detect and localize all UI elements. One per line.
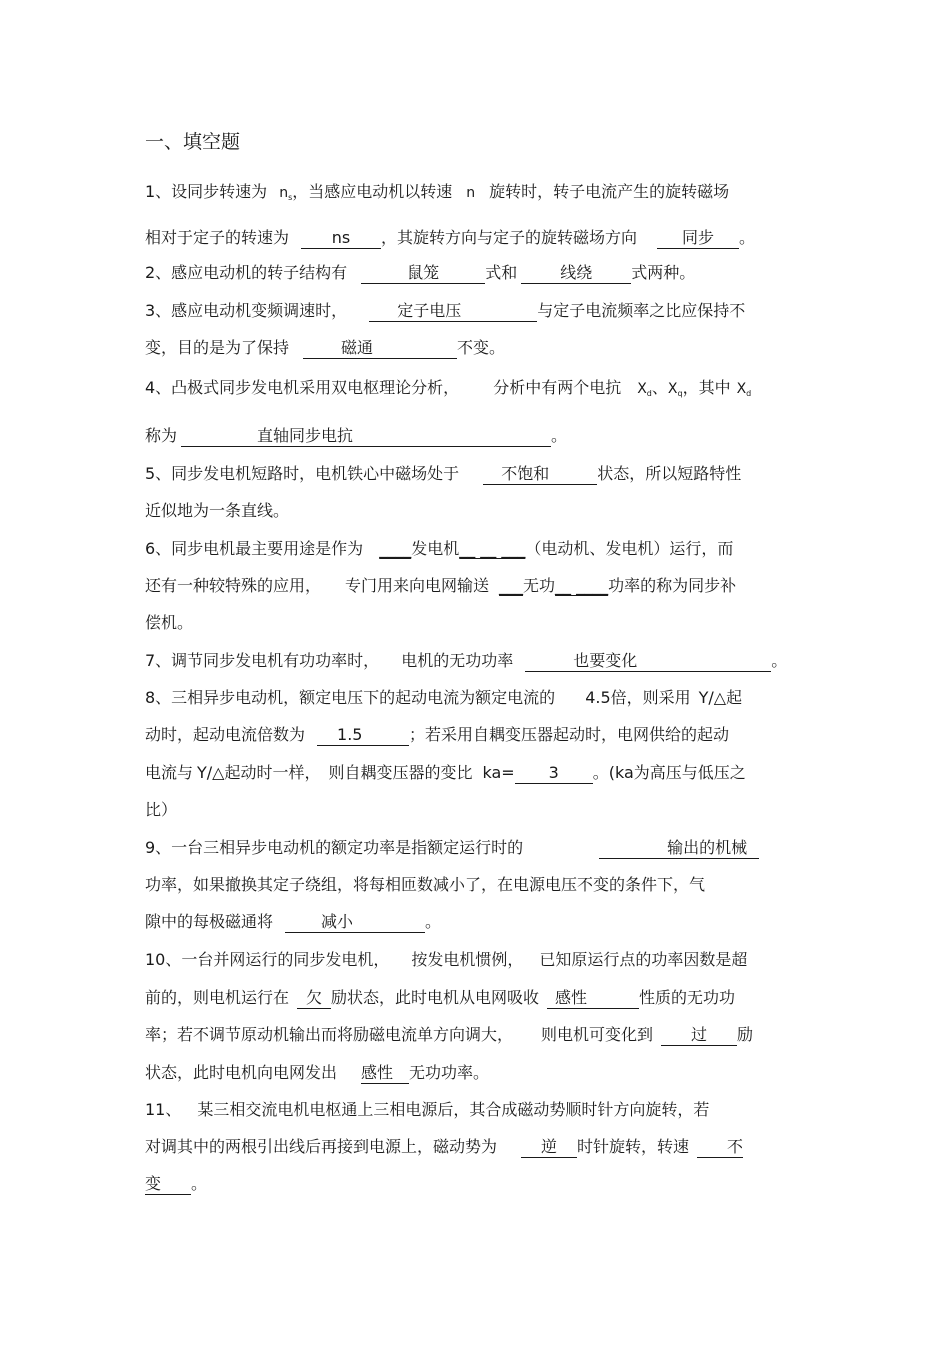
q2-text-b: 式和 [485,263,518,282]
q8-text-g: Y/△起动时一样， [197,763,321,782]
q5-text-a: 5、同步发电机短路时，电机铁心中磁场处于 [145,464,460,483]
q4-answer: 直轴同步电抗 [181,426,551,447]
q11-text-b: 某三相交流电机电枢通上三相电源后，其合成磁动势顺时针方向旋转，若 [197,1100,710,1119]
q8-answer-2: 3 [515,763,593,784]
q2-line-1 [145,261,695,285]
q10-answer-1: 欠 [297,988,331,1009]
q6-answer-1-blank-post: __ __ ___ [459,539,526,558]
q10-text-g: 率；若不调节原动机输出而将励磁电流单方向调大， [145,1025,514,1044]
q4-xd-symbol: $X_d$ [637,381,652,398]
q10-text-j: 状态，此时电机向电网发出 [145,1063,338,1082]
q11-text-e: 。 [191,1174,208,1193]
q9-line-3 [145,910,441,934]
q8-text-c: Y/△起 [698,688,743,707]
q8-line-3 [145,761,746,785]
q6-text-b: （电动机、发电机）运行，而 [525,539,734,558]
q8-text-a: 8、三相异步电动机，额定电压下的起动电流为额定电流的 [145,688,556,707]
q9-text-d: 。 [425,912,442,931]
q9-line-1 [145,836,759,860]
q4-text-b: 分析中有两个电抗 [493,378,622,397]
q10-text-c: 已知原运行点的功率因数是超 [539,950,748,969]
q3-text-d: 不变。 [457,338,506,357]
q1-text-d: 相对于定子的转速为 [145,228,290,247]
q6-answer-2: 无功 [523,576,556,595]
q11-text-d: 时针旋转，转速 [577,1137,690,1156]
q10-answer-3: 过 [661,1025,737,1046]
q11-text-a: 11、 [145,1100,182,1119]
q4-line-2 [145,424,567,448]
q7-text-b: 电机的无功功率 [401,651,514,670]
q10-line-1 [145,948,747,972]
q6-answer-1-blank-pre: ____ [379,539,412,558]
q1-line-1 [145,180,729,210]
q1-n-symbol: n [466,185,476,201]
q4-text-c: ，其中 [682,378,731,397]
q1-line-2 [145,226,755,250]
q10-line-3 [145,1023,753,1047]
q8-text-f: 电流与 [145,763,194,782]
q9-text-c: 隙中的每极磁通将 [145,912,274,931]
q6-line-3 [145,611,193,635]
q10-text-f: 性质的无功功 [639,988,736,1007]
q4-xd-symbol-2: $X_d$ [736,381,752,398]
q8-text-e: ；若采用自耦变压器起动时，电网供给的起动 [409,725,730,744]
q3-text-a: 3、感应电动机变频调速时， [145,301,348,320]
section-title: 一、填空题 [145,131,241,153]
q8-text-j: 比） [145,800,178,819]
q2-answer-1: 鼠笼 [361,263,485,284]
q7-text-a: 7、调节同步发电机有功功率时， [145,651,380,670]
q5-line-1 [145,462,741,486]
q3-text-c: 变，目的是为了保持 [145,338,290,357]
q6-text-a: 6、同步电机最主要用途是作为 [145,539,364,558]
q4-separator: 、 [651,378,668,397]
q10-line-4 [145,1061,489,1085]
q1-answer-1: ns [301,228,381,249]
q10-text-e: 励状态，此时电机从电网吸收 [331,988,540,1007]
q8-line-2 [145,723,729,747]
q9-answer-2: 减小 [285,912,425,933]
q3-answer-2: 磁通 [303,338,457,359]
q11-answer-2-part-2: 变 [145,1174,191,1195]
q10-text-d: 前的，则电机运行在 [145,988,290,1007]
q10-answer-4: 感性 [361,1063,409,1084]
q10-answer-2: 感性 [547,988,639,1009]
q11-text-c: 对调其中的两根引出线后再接到电源上，磁动势为 [145,1137,498,1156]
q11-line-3 [145,1172,207,1196]
q9-line-2 [145,873,705,897]
q10-text-a: 10、一台并网运行的同步发电机， [145,950,390,969]
q6-line-2 [145,574,736,598]
q8-line-1 [145,686,742,710]
q3-line-1 [145,299,745,323]
q10-text-k: 无功功率。 [409,1063,490,1082]
q1-ns-symbol: $n_s$ [279,185,293,202]
q1-text-a: 1、设同步转速为 [145,182,268,201]
q8-answer-1: 1.5 [317,725,409,746]
q7-line-1 [145,649,787,673]
q8-text-h: 则自耦变压器的变比 [328,763,473,782]
q2-text-a: 2、感应电动机的转子结构有 [145,263,348,282]
q9-answer-1: 输出的机械 [599,838,759,859]
q3-text-b: 与定子电流频率之比应保持不 [537,301,746,320]
q10-text-h: 则电机可变化到 [541,1025,654,1044]
q7-text-c: 。 [771,651,788,670]
q6-line-1 [145,537,733,561]
q6-text-c: 还有一种较特殊的应用， [145,576,322,595]
q2-text-c: 式两种。 [631,263,696,282]
q10-line-2 [145,986,735,1010]
q1-text-b: ，当感应电动机以转速 [292,182,453,201]
q4-line-1 [145,376,751,406]
q1-text-e: ，其旋转方向与定子的旋转磁场方向 [381,228,638,247]
q1-text-f: 。 [739,228,756,247]
q10-text-i: 励 [737,1025,754,1044]
q1-answer-2: 同步 [657,228,739,249]
q6-answer-2-blank-pre: ___ [499,576,524,595]
q1-text-c: 旋转时，转子电流产生的旋转磁场 [489,182,730,201]
q3-line-2 [145,336,505,360]
q6-text-e: 功率的称为同步补 [608,576,737,595]
q8-ka-label: ka= [482,763,515,782]
q6-text-d: 专门用来向电网输送 [345,576,490,595]
q8-text-b: 4.5倍，则采用 [585,688,691,707]
q6-answer-2-blank-post: __ ____ [555,576,609,595]
q5-text-b: 状态，所以短路特性 [597,464,742,483]
q2-answer-2: 线绕 [521,263,631,284]
q6-answer-1: 发电机 [411,539,460,558]
q8-text-d: 动时，起动电流倍数为 [145,725,306,744]
q9-text-b: 功率，如果撤换其定子绕组，将每相匝数减小了，在电源电压不变的条件下，气 [145,875,706,894]
q11-line-2 [145,1135,743,1159]
q9-text-a: 9、一台三相异步电动机的额定功率是指额定运行时的 [145,838,524,857]
q4-text-f: 。 [551,426,568,445]
q8-text-i: 。(ka为高压与低压之 [592,763,746,782]
q4-text-a: 4、凸极式同步发电机采用双电枢理论分析， [145,378,460,397]
q5-text-c: 近似地为一条直线。 [145,501,290,520]
q4-text-e: 称为 [145,426,178,445]
q11-answer-1: 逆 [521,1137,577,1158]
q4-xq-symbol: $X_q$ [667,381,683,398]
q5-line-2 [145,499,289,523]
q10-text-b: 按发电机惯例， [411,950,524,969]
q6-text-f: 偿机。 [145,613,194,632]
q5-answer: 不饱和 [483,464,597,485]
q11-answer-2-part-1: 不 [697,1137,743,1158]
q8-line-4 [145,798,177,822]
q11-line-1 [145,1098,709,1122]
q7-answer: 也要变化 [525,651,771,672]
q3-answer-1: 定子电压 [369,301,537,322]
